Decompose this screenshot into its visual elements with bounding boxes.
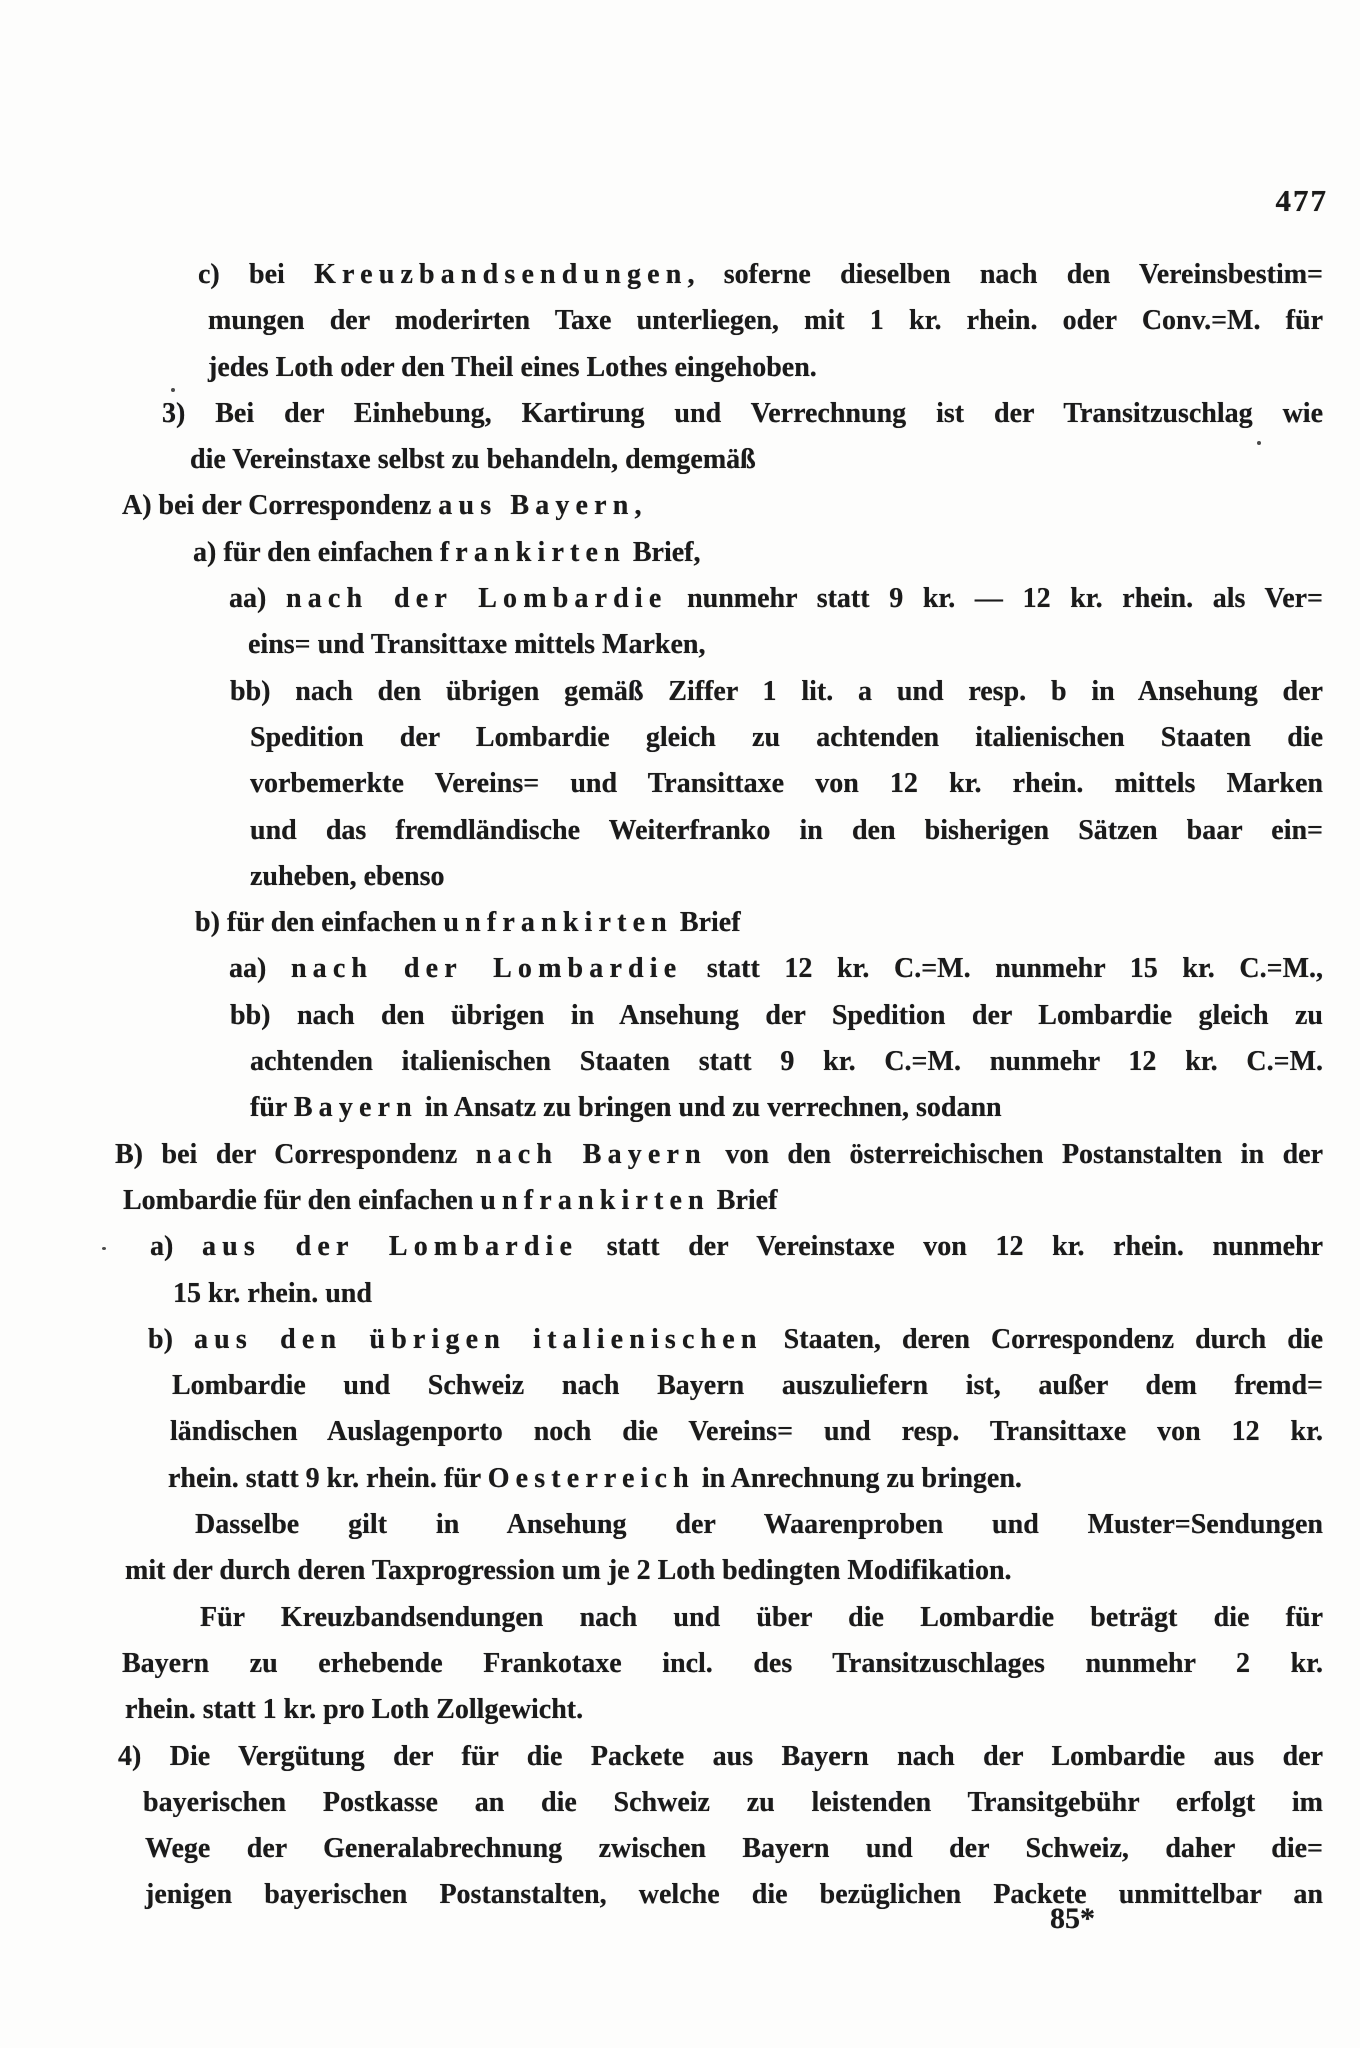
text-segment: und das fremdländische Weiterfranko in den bisherigen Sätzen baar ein= <box>250 814 1323 846</box>
page-number: 477 <box>1275 183 1328 218</box>
text-line <box>229 576 1323 622</box>
text-segment: rhein. statt 1 kr. pro Loth Zollgewicht. <box>125 1694 584 1726</box>
text-line <box>125 1687 1323 1733</box>
text-segment: Lombardie und Schweiz nach Bayern auszuliefern ist, außer dem fremd= <box>172 1370 1323 1402</box>
text-segment: Brief <box>672 907 741 939</box>
text-line <box>115 1132 1323 1178</box>
text-segment: b) <box>148 1323 194 1355</box>
text-segment: statt der Vereinstaxe von 12 kr. rhein. nunmehr <box>578 1231 1324 1263</box>
text-line <box>173 1271 1323 1317</box>
text-segment: Brief, <box>625 536 701 568</box>
text-line <box>125 1548 1323 1594</box>
text-segment: die Vereinstaxe selbst zu behandeln, demgemäß <box>190 444 756 476</box>
letterspaced-text: frankirten <box>439 536 626 568</box>
text-block <box>0 252 1360 1919</box>
text-line <box>193 530 1323 576</box>
text-line <box>145 1872 1323 1918</box>
text-segment: 15 kr. rhein. und <box>173 1277 372 1309</box>
text-segment: statt 12 kr. C.=M. nunmehr 15 kr. C.=M., <box>682 953 1324 985</box>
letterspaced-text: unfrankirten <box>443 907 673 939</box>
text-line <box>122 483 1323 529</box>
text-segment: Für Kreuzbandsendungen nach und über die Lombardie beträgt die für <box>200 1601 1323 1633</box>
text-segment: B) bei der Correspondenz <box>115 1138 476 1170</box>
text-line <box>190 437 1323 483</box>
text-line <box>118 1734 1323 1780</box>
text-segment: c) bei <box>198 259 315 290</box>
text-line <box>250 715 1323 761</box>
text-line <box>172 1363 1323 1409</box>
text-segment: Wege der Generalabrechnung zwischen Bayern und der Schweiz, daher die= <box>145 1833 1323 1865</box>
text-segment: jedes Loth oder den Theil eines Lothes eingehoben. <box>208 351 817 383</box>
text-line <box>250 761 1323 807</box>
text-segment: aa) <box>229 583 286 615</box>
text-line <box>208 298 1323 344</box>
text-segment: von den österreichischen Postanstalten in der <box>706 1138 1323 1170</box>
text-segment: mungen der moderirten Taxe unterliegen, mit 1 kr. rhein. oder Conv.=M. für <box>208 305 1323 337</box>
scan-speck <box>102 1247 106 1250</box>
text-line <box>162 391 1323 437</box>
text-line <box>195 1502 1323 1548</box>
letterspaced-text: unfrankirten <box>480 1184 710 1216</box>
letterspaced-text: Bayern <box>293 1092 418 1124</box>
text-line <box>145 1826 1323 1872</box>
text-segment: vorbemerkte Vereins= und Transittaxe von 12 kr. rhein. mittels Marken <box>250 768 1323 800</box>
letterspaced-text: nach der Lombardie <box>285 583 668 615</box>
text-segment: Brief <box>709 1184 778 1216</box>
text-line <box>148 1317 1323 1363</box>
text-line <box>200 1595 1323 1641</box>
text-line <box>250 808 1323 854</box>
text-line <box>198 252 1323 298</box>
text-line <box>248 622 1323 668</box>
letterspaced-text: Kreuzbandsendungen <box>314 259 688 290</box>
letterspaced-text: aus Bayern <box>438 490 635 522</box>
text-segment: aa) <box>229 953 291 985</box>
text-line <box>230 993 1323 1039</box>
text-segment: jenigen bayerischen Postanstalten, welche die bezüglichen Packete unmittelbar an <box>145 1879 1323 1911</box>
text-segment: nunmehr statt 9 kr. — 12 kr. rhein. als Ver= <box>667 583 1324 615</box>
text-segment: , soferne dieselben nach den Vereinsbestim= <box>687 259 1324 290</box>
text-line <box>123 1178 1323 1224</box>
text-segment: bayerischen Postkasse an die Schweiz zu leistenden Transitgebühr erfolgt im <box>143 1786 1323 1818</box>
text-line <box>229 946 1323 992</box>
text-segment: A) bei der Correspondenz <box>122 490 439 522</box>
text-line <box>250 854 1323 900</box>
text-segment: rhein. statt 9 kr. rhein. für <box>168 1462 488 1494</box>
letterspaced-text: Oesterreich <box>487 1462 695 1494</box>
text-line <box>195 900 1323 946</box>
text-segment: a) für den einfachen <box>193 536 440 568</box>
text-segment: a) <box>150 1231 202 1263</box>
text-segment: Lombardie für den einfachen <box>123 1184 481 1216</box>
text-segment: achtenden italienischen Staaten statt 9 kr. C.=M. nunmehr 12 kr. C.=M. <box>250 1046 1323 1078</box>
text-segment: Staaten, deren Correspondenz durch die <box>762 1323 1324 1355</box>
text-line <box>168 1456 1323 1502</box>
text-line <box>143 1780 1323 1826</box>
text-segment: 3) Bei der Einhebung, Kartirung und Verrechnung ist der Transitzuschlag wie <box>162 397 1323 429</box>
text-segment: Dasselbe gilt in Ansehung der Waarenproben und Muster=Sendungen <box>195 1509 1323 1541</box>
text-segment: für <box>250 1092 294 1124</box>
text-segment: Bayern zu erhebende Frankotaxe incl. des Transitzuschlages nunmehr 2 kr. <box>122 1647 1323 1679</box>
text-line <box>250 1085 1323 1131</box>
text-line <box>250 1039 1323 1085</box>
text-line <box>122 1641 1323 1687</box>
text-segment: zuheben, ebenso <box>250 860 445 892</box>
text-segment: Spedition der Lombardie gleich zu achtenden italienischen Staaten die <box>250 721 1323 753</box>
text-segment: bb) nach den übrigen gemäß Ziffer 1 lit. a und resp. b in Ansehung der <box>230 675 1323 707</box>
text-segment: eins= und Transittaxe mittels Marken, <box>248 629 706 661</box>
text-segment: b) für den einfachen <box>195 907 444 939</box>
sheet-signature-mark: 85* <box>1050 1902 1095 1935</box>
letterspaced-text: aus den übrigen italienischen <box>193 1323 763 1355</box>
text-segment: ländischen Auslagenporto noch die Vereins= und resp. Transittaxe von 12 kr. <box>170 1416 1323 1448</box>
text-segment: in Ansatz zu bringen und zu verrechnen, sodann <box>417 1092 1002 1124</box>
text-segment: 4) Die Vergütung der für die Packete aus Bayern nach der Lombardie aus der <box>118 1740 1323 1772</box>
text-segment: , <box>634 490 642 522</box>
text-segment: mit der durch deren Taxprogression um je 2 Loth bedingten Modifikation. <box>125 1555 1012 1587</box>
text-line <box>208 345 1323 391</box>
letterspaced-text: aus der Lombardie <box>201 1231 579 1263</box>
letterspaced-text: nach der Lombardie <box>290 953 683 985</box>
scan-speck <box>1257 441 1261 445</box>
scan-speck <box>171 388 175 392</box>
text-line <box>230 669 1323 715</box>
text-line <box>170 1409 1323 1455</box>
text-segment: in Anrechnung zu bringen. <box>694 1462 1022 1494</box>
text-line <box>150 1224 1323 1270</box>
letterspaced-text: nach Bayern <box>475 1138 707 1170</box>
text-segment: bb) nach den übrigen in Ansehung der Spedition der Lombardie gleich zu <box>230 999 1323 1031</box>
